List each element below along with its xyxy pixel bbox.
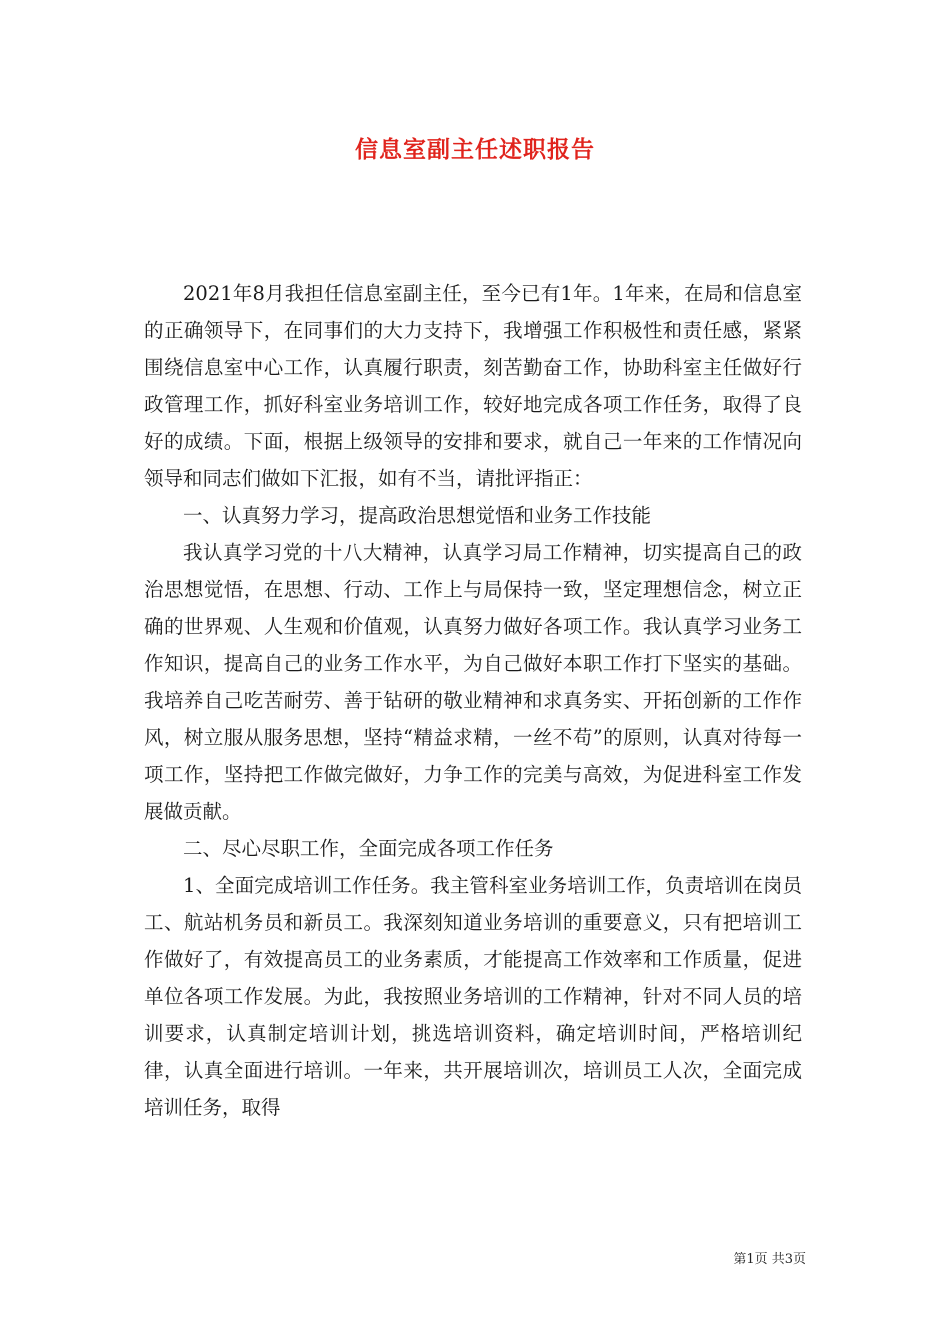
section-heading-2: 二、尽心尽职工作，全面完成各项工作任务 <box>183 837 554 860</box>
intro-paragraph: 2021年8月我担任信息室副主任，至今已有1年。1年来，在局和信息室的正确领导下，在同事们的大力支持下，我增强工作积极性和责任感，紧紧围绕信息室中心工作，认真履行职责，刻苦勤奋工作，协助科室主任做好行政管理工作，抓好科室业务培训工作，较好地完成各项工作任务，取得了良好的成绩。下面，根据上级领导的安排和要求，就自己一年来的工作情况向领导和同志们做如下汇报，如有不当，请批评指正： <box>144 282 802 490</box>
section-heading-1: 一、认真努力学习，提高政治思想觉悟和业务工作技能 <box>183 504 652 527</box>
document-body <box>144 275 802 1126</box>
section-1-paragraph: 我认真学习党的十八大精神，认真学习局工作精神，切实提高自己的政治思想觉悟，在思想、行动、工作上与局保持一致，坚定理想信念，树立正确的世界观、人生观和价值观，认真努力做好各项工作。我认真学习业务工作知识，提高自己的业务工作水平，为自己做好本职工作打下坚实的基础。我培养自己吃苦耐劳、善于钻研的敬业精神和求真务实、开拓创新的工作作风，树立服从服务思想，坚持“精益求精，一丝不苟”的原则，认真对待每一项工作，坚持把工作做完做好，力争工作的完美与高效，为促进科室工作发展做贡献。 <box>144 541 802 823</box>
page-number: 第1页 共3页 <box>733 1252 806 1267</box>
document-title: 信息室副主任述职报告 <box>355 137 595 163</box>
section-2-paragraph: 1、全面完成培训工作任务。我主管科室业务培训工作，负责培训在岗员工、航站机务员和新员工。我深刻知道业务培训的重要意义，只有把培训工作做好了，有效提高员工的业务素质，才能提高工作效率和工作质量，促进单位各项工作发展。为此，我按照业务培训的工作精神，针对不同人员的培训要求，认真制定培训计划，挑选培训资料，确定培训时间，严格培训纪律，认真全面进行培训。一年来，共开展培训次，培训员工人次，全面完成培训任务，取得 <box>144 874 802 1119</box>
